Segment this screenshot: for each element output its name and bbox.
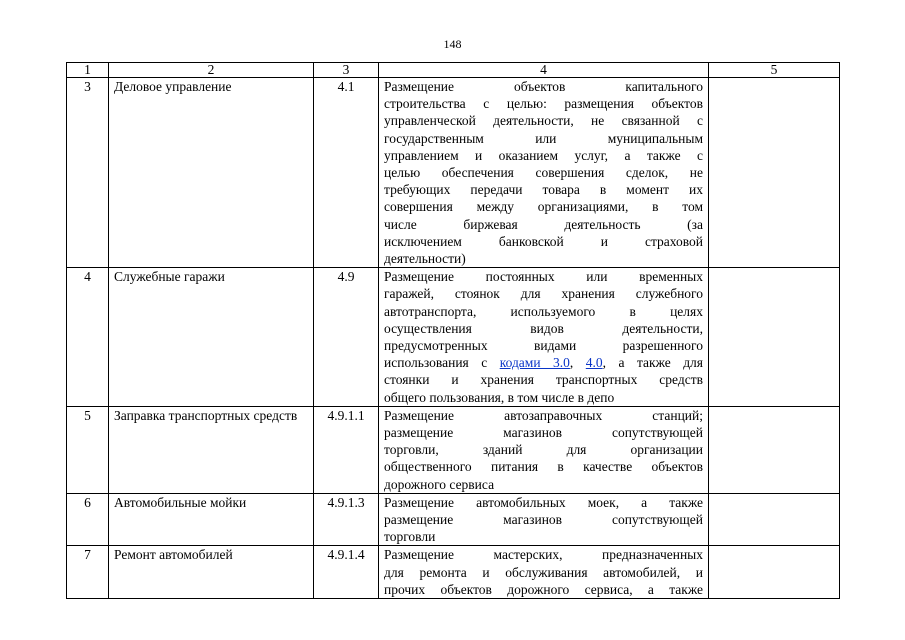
- link-line-prefix: использования с: [384, 355, 500, 371]
- row-number: 5: [67, 406, 109, 493]
- description-line: исключением банковской и страховой: [384, 233, 703, 249]
- notes-cell: [709, 78, 840, 268]
- link-separator: ,: [569, 355, 586, 371]
- code-4-0-link[interactable]: 4.0: [585, 355, 603, 371]
- notes-cell: [709, 268, 840, 407]
- description-line: для ремонта и обслуживания автомобилей, и: [384, 564, 703, 580]
- table-row: [67, 546, 840, 599]
- description-line: автотранспорта, используемого в целях: [384, 303, 703, 319]
- description-line: торговли, зданий для организации: [384, 442, 703, 458]
- link-line-suffix: , а также для: [602, 355, 704, 371]
- description-line: прочих объектов дорожного сервиса, а также: [384, 581, 703, 597]
- table-row: [67, 268, 840, 407]
- description-line: общественного питания в качестве объектов: [384, 459, 703, 475]
- description-line: Размещение постоянных или временных: [384, 269, 703, 285]
- description-line: строительства с целью: размещения объектов: [384, 96, 703, 112]
- header-cell-5: 5: [709, 63, 840, 78]
- description-line: размещение магазинов сопутствующей: [384, 512, 703, 528]
- table-row: [67, 406, 840, 493]
- row-number: 4: [67, 268, 109, 407]
- description-line: Размещение автомобильных моек, а также: [384, 494, 703, 510]
- codes-3-0-link[interactable]: кодами 3.0: [499, 355, 570, 371]
- description-line: общего пользования, в том числе в депо: [384, 389, 615, 405]
- description-line: управлением и оказанием услуг, а также с: [384, 147, 703, 163]
- description-line: совершения между организациями, в том: [384, 199, 703, 215]
- table-header-row: [67, 63, 840, 78]
- description-line: государственным или муниципальным: [384, 130, 703, 146]
- use-type-code: 4.9.1.1: [314, 406, 379, 493]
- use-type-name: Ремонт автомобилей: [109, 546, 314, 599]
- table-row: [67, 493, 840, 546]
- use-type-name: Заправка транспортных средств: [109, 406, 314, 493]
- table-row: [67, 78, 840, 268]
- use-type-code: 4.9: [314, 268, 379, 407]
- use-type-name: Служебные гаражи: [109, 268, 314, 407]
- description-line: гаражей, стоянок для хранения служебного: [384, 286, 703, 302]
- description-line: предусмотренных видами разрешенного: [384, 338, 703, 354]
- description-line: целью обеспечения совершения сделок, не: [384, 165, 703, 181]
- use-type-description: [379, 493, 709, 546]
- header-cell-3: 3: [314, 63, 379, 78]
- description-line: Размещение мастерских, предназначенных: [384, 547, 703, 563]
- use-type-name: Автомобильные мойки: [109, 493, 314, 546]
- description-line: осуществления видов деятельности,: [384, 320, 703, 336]
- description-line: [384, 354, 703, 371]
- notes-cell: [709, 406, 840, 493]
- row-number: 7: [67, 546, 109, 599]
- description-line: управленческой деятельности, не связанной с: [384, 113, 703, 129]
- description-line: дорожного сервиса: [384, 476, 495, 492]
- land-use-table: [66, 62, 840, 599]
- description-line: Размещение объектов капитального: [384, 79, 703, 94]
- notes-cell: [709, 546, 840, 599]
- use-type-description: [379, 268, 709, 407]
- use-type-name: Деловое управление: [109, 78, 314, 268]
- use-type-description: [379, 78, 709, 268]
- header-cell-1: 1: [67, 63, 109, 78]
- use-type-code: 4.9.1.4: [314, 546, 379, 599]
- description-line: Размещение автозаправочных станций;: [384, 407, 703, 423]
- description-line: числе биржевая деятельность (за: [384, 216, 703, 232]
- use-type-code: 4.9.1.3: [314, 493, 379, 546]
- use-type-code: 4.1: [314, 78, 379, 268]
- description-line: стоянки и хранения транспортных средств: [384, 372, 703, 388]
- header-cell-2: 2: [109, 63, 314, 78]
- description-line: деятельности): [384, 251, 466, 267]
- use-type-description: [379, 406, 709, 493]
- notes-cell: [709, 493, 840, 546]
- use-type-description: [379, 546, 709, 599]
- description-line: требующих передачи товара в момент их: [384, 182, 703, 198]
- page-number: 148: [443, 37, 462, 51]
- header-cell-4: 4: [379, 63, 709, 78]
- row-number: 3: [67, 78, 109, 268]
- description-line: торговли: [384, 529, 436, 545]
- row-number: 6: [67, 493, 109, 546]
- description-line: размещение магазинов сопутствующей: [384, 425, 703, 441]
